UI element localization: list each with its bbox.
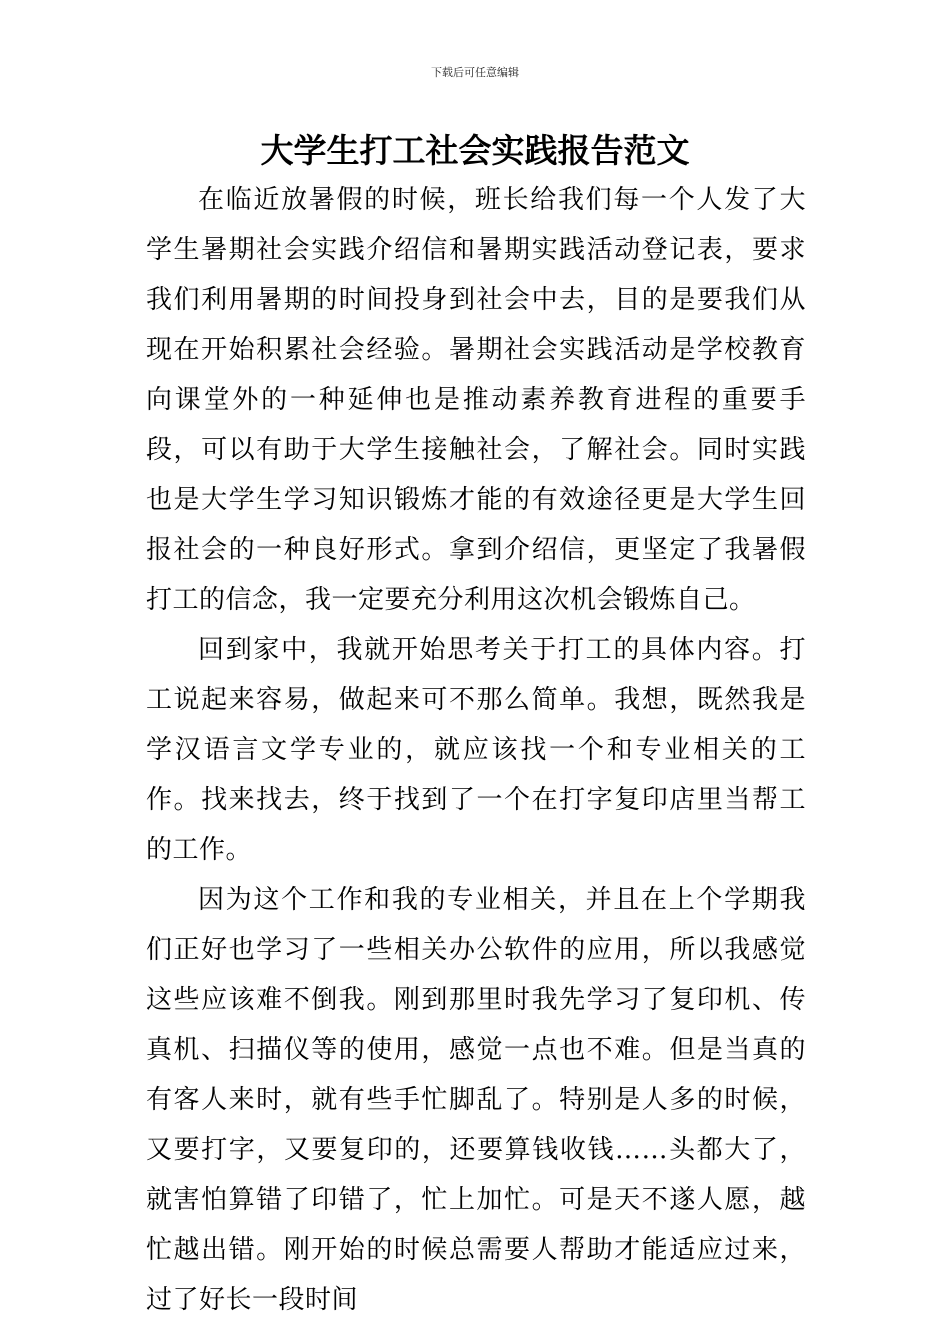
paragraph-3: 因为这个工作和我的专业相关，并且在上个学期我们正好也学习了一些相关办公软件的应用，所以我感觉这些应该难不倒我。刚到那里时我先学习了复印机、传真机、扫描仪等的使用，感觉一点也不难。但是当真的有客人来时，就有些手忙脚乱了。特别是人多的时候，又要打字，又要复印的，还要算钱收钱……头都大了，就害怕算错了印错了，忙上加忙。可是天不遂人愿，越忙越出错。刚开始的时候总需要人帮助才能适应过来，过了好长一段时间 [146,885,806,1315]
paragraph-2: 回到家中，我就开始思考关于打工的具体内容。打工说起来容易，做起来可不那么简单。我想，既然我是学汉语言文学专业的，就应该找一个和专业相关的工作。找来找去，终于找到了一个在打字复印店里当帮工的工作。 [146,635,806,865]
header-note: 下载后可任意编辑 [431,66,519,79]
document-body [146,175,806,1325]
document-title: 大学生打工社会实践报告范文 [260,131,690,170]
paragraph-1: 在临近放暑假的时候，班长给我们每一个人发了大学生暑期社会实践介绍信和暑期实践活动登记表，要求我们利用暑期的时间投身到社会中去，目的是要我们从现在开始积累社会经验。暑期社会实践活动是学校教育向课堂外的一种延伸也是推动素养教育进程的重要手段，可以有助于大学生接触社会，了解社会。同时实践也是大学生学习知识锻炼才能的有效途径更是大学生回报社会的一种良好形式。拿到介绍信，更坚定了我暑假打工的信念，我一定要充分利用这次机会锻炼自己。 [146,185,806,615]
